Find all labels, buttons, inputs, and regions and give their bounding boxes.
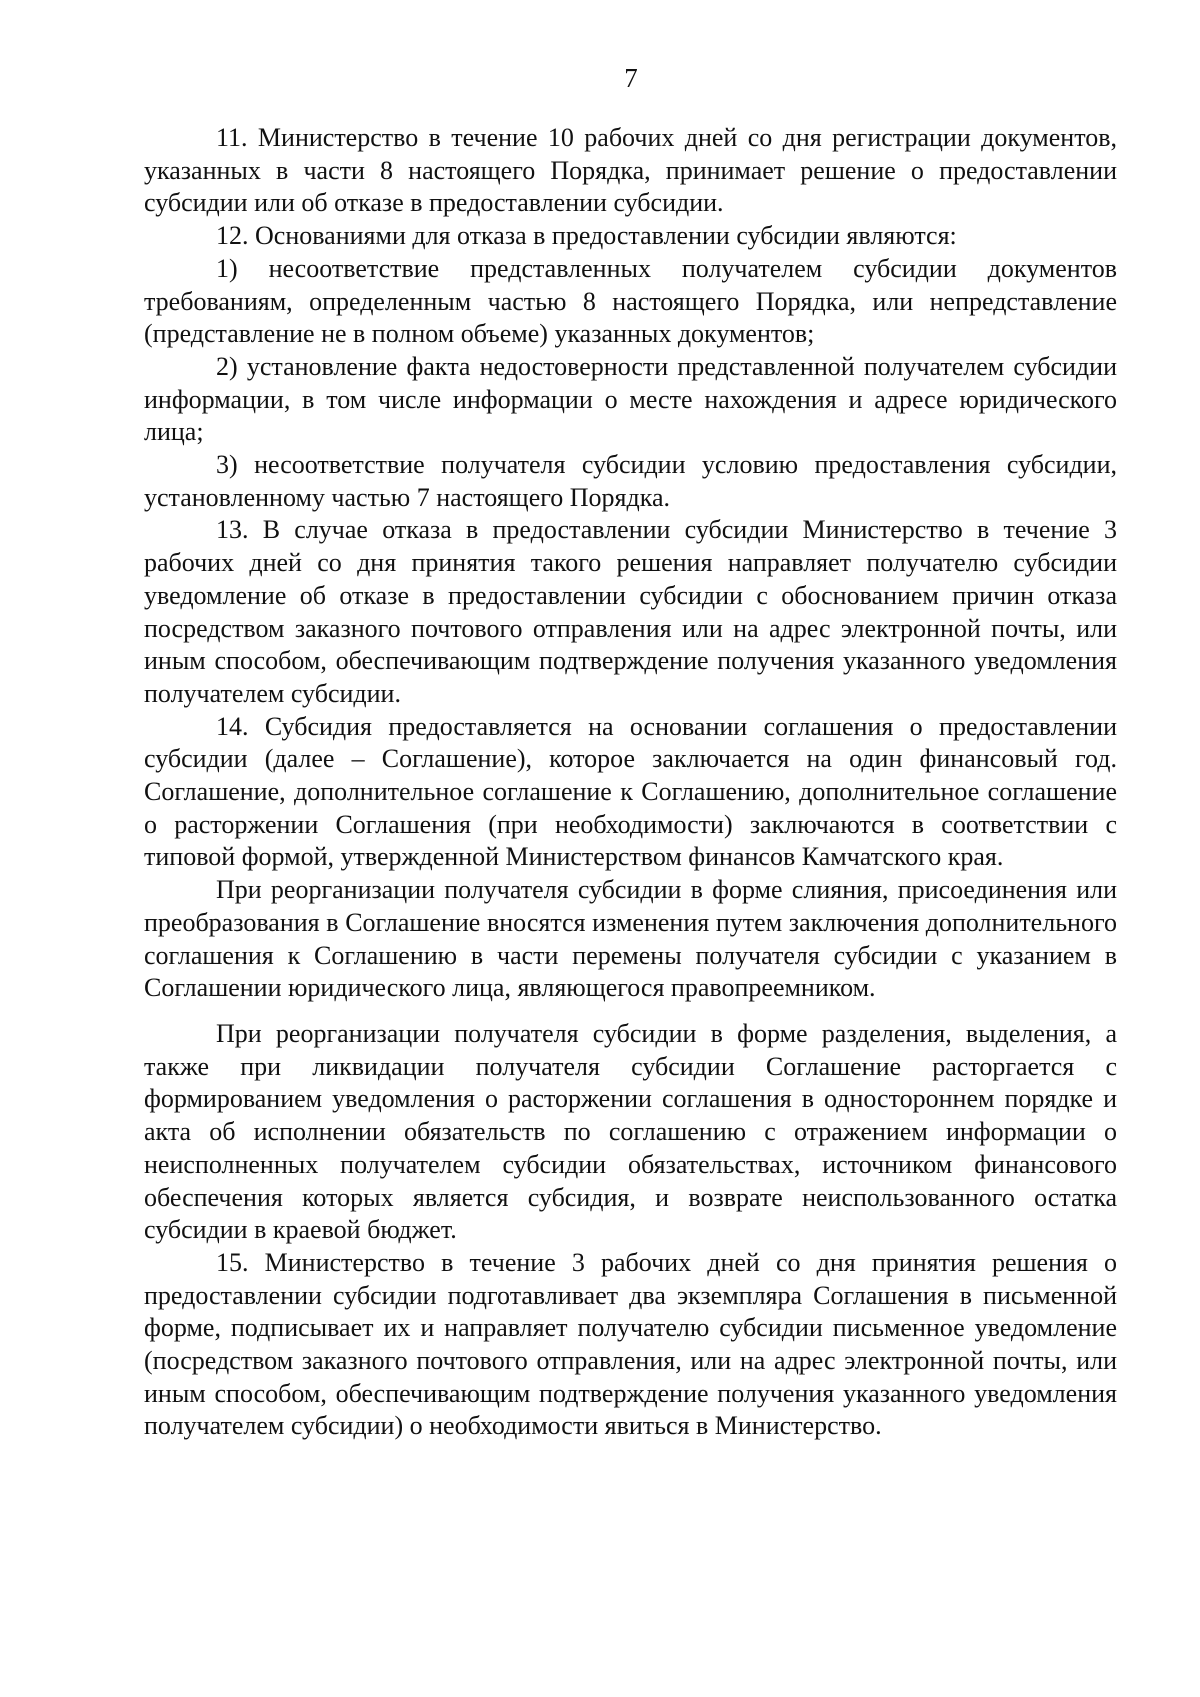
paragraph-14-merger: При реорганизации получателя субсидии в форме слияния, присоединения или преобразования в Соглашение вносятся изменения путем заключения дополнительного соглашения к Соглашению в части перемены получателя субсидии с указанием в Соглашении юридического лица, являющегося правопреемником. xyxy=(144,875,1117,1003)
paragraph-12-item-1: 1) несоответствие представленных получателем субсидии документов требованиям, определенным частью 8 настоящего Порядка, или непредставление (представление не в полном объеме) указанных документов; xyxy=(144,253,1117,349)
paragraph-13: 13. В случае отказа в предоставлении субсидии Министерство в течение 3 рабочих дней со дня принятия такого решения направляет получателю субсидии уведомление об отказе в предоставлении субсидии с обоснованием причин отказа посредством заказного почтового отправления или на адрес электронной почты, или иным способом, обеспечивающим подтверждение получения указанного уведомления получателем субсидии. xyxy=(144,515,1117,708)
paragraph-12-item-2: 2) установление факта недостоверности представленной получателем субсидии информации, в том числе информации о месте нахождения и адресе юридического лица; xyxy=(144,351,1117,447)
paragraph-15: 15. Министерство в течение 3 рабочих дней со дня принятия решения о предоставлении субсидии подготавливает два экземпляра Соглашения в письменной форме, подписывает их и направляет получателю субсидии письменное уведомление (посредством заказного почтового отправления, или на адрес электронной почты, или иным способом, обеспечивающим подтверждение получения указанного уведомления получателем субсидии) о необходимости явиться в Министерство. xyxy=(144,1247,1117,1441)
paragraph-14: 14. Субсидия предоставляется на основании соглашения о предоставлении субсидии (далее – Соглашение), которое заключается на один финансовый год. Соглашение, дополнительное соглашение к Соглашению, дополнительное соглашение о расторжении Соглашения (при необходимости) заключаются в соответствии с типовой формой, утвержденной Министерством финансов Камчатского края. xyxy=(144,711,1117,872)
document-body xyxy=(144,122,1117,1443)
paragraph-12: 12. Основаниями для отказа в предоставлении субсидии являются: xyxy=(216,221,957,251)
paragraph-11: 11. Министерство в течение 10 рабочих дней со дня регистрации документов, указанных в части 8 настоящего Порядка, принимает решение о предоставлении субсидии или об отказе в предоставлении субсидии. xyxy=(144,123,1117,218)
paragraph-14-division: При реорганизации получателя субсидии в форме разделения, выделения, а также при ликвидации получателя субсидии Соглашение расторгается с формированием уведомления о расторжении соглашения в одностороннем порядке и акта об исполнении обязательств по соглашению с отражением информации о неисполненных получателем субсидии обязательствах, источником финансового обеспечения которых является субсидия, и возврате неиспользованного остатка субсидии в краевой бюджет. xyxy=(144,1018,1117,1245)
paragraph-12-item-3: 3) несоответствие получателя субсидии условию предоставления субсидии, установленному частью 7 настоящего Порядка. xyxy=(144,450,1117,512)
page-number: 7 xyxy=(624,63,638,93)
